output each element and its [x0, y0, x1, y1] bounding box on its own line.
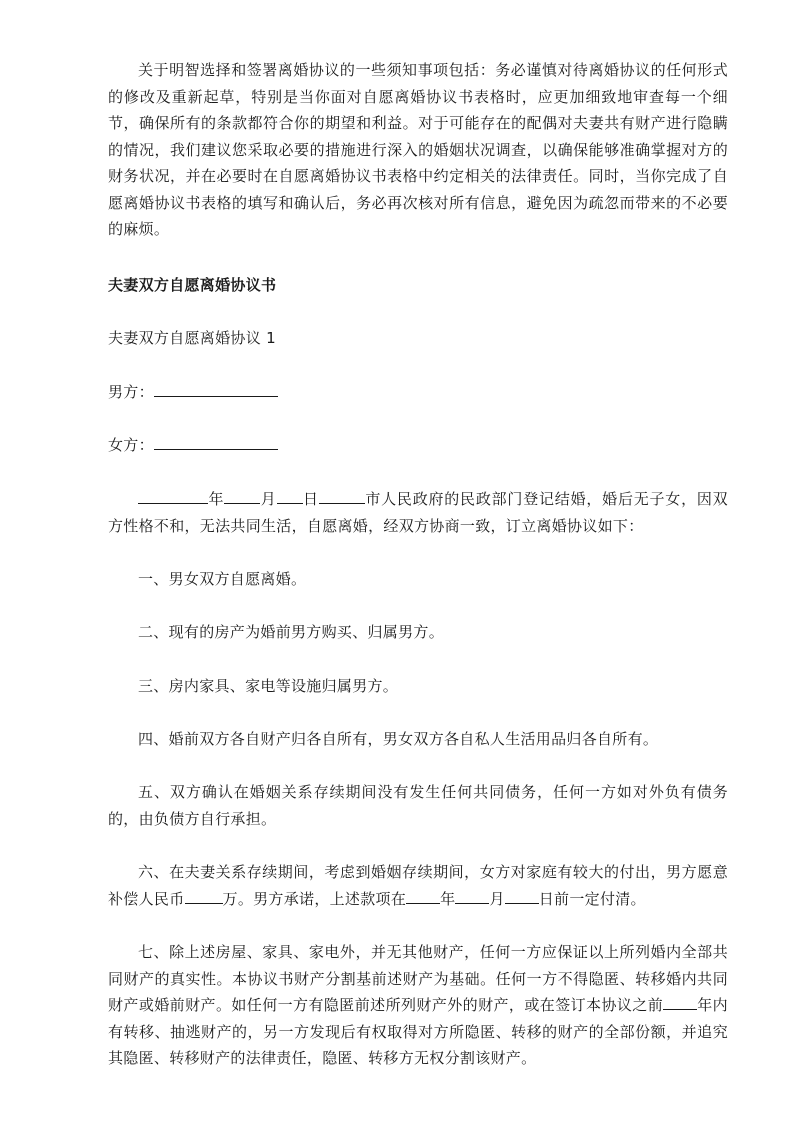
- clause-6-year: 年: [440, 889, 456, 908]
- city-blank: [319, 489, 365, 504]
- female-party-line: [108, 432, 278, 459]
- male-label: 男方：: [108, 383, 154, 401]
- clause-7: [108, 939, 728, 1072]
- clause-6-part-a: 六、在夫妻关系存续期间，考虑到婚姻存续期间，女方对家庭有较大的付出，男方愿意补偿人民币: [108, 863, 728, 908]
- clause-7-part-b: 年内有转移、抽逃财产的，另一方发现后有权取得对方所隐匿、转移的财产的全部份额，并追究其隐匿、转移财产的法律责任，隐匿、转移方无权分割该财产。: [108, 996, 728, 1067]
- day-blank: [277, 489, 303, 504]
- clause-6-part-e: 日前一定付清。: [538, 889, 646, 908]
- clause-7-part-a: 七、除上述房屋、家具、家电外，并无其他财产，任何一方应保证以上所列婚内全部共同财产的真实性。本协议书财产分割基前述财产为基础。任何一方不得隐匿、转移婚内共同财产或婚前财产。如任何一方有隐匿前述所列财产外的财产，或在签订本协议之前: [108, 943, 728, 1014]
- female-label: 女方：: [108, 436, 154, 454]
- female-name-blank: [154, 435, 278, 450]
- pay-day-blank: [505, 889, 539, 904]
- clause-3: 三、房内家具、家电等设施归属男方。: [138, 677, 399, 695]
- clause-1: 一、男女双方自愿离婚。: [138, 570, 307, 588]
- pay-year-blank: [406, 889, 440, 904]
- clause-5: 五、双方确认在婚姻关系存续期间没有发生任何共同债务，任何一方如对外负有债务的，由负债方自行承担。: [108, 783, 728, 828]
- clause-6: [108, 859, 728, 912]
- male-name-blank: [154, 382, 278, 397]
- month-label: 月: [260, 490, 277, 508]
- compensation-blank: [185, 889, 223, 904]
- clause-4: 四、婚前双方各自财产归各自所有，男女双方各自私人生活用品归各自所有。: [138, 730, 659, 748]
- years-blank: [663, 995, 697, 1010]
- clause-6-month: 月: [489, 889, 505, 908]
- document-subtitle: 夫妻双方自愿离婚协议 1: [108, 329, 276, 347]
- year-label: 年: [208, 490, 225, 508]
- day-label: 日: [302, 490, 319, 508]
- document-heading: 夫妻双方自愿离婚协议书: [108, 276, 277, 294]
- opening-paragraph: [108, 486, 728, 539]
- month-blank: [224, 489, 260, 504]
- year-blank: [138, 489, 208, 504]
- clause-2: 二、现有的房产为婚前男方购买、归属男方。: [138, 623, 445, 641]
- clause-6-part-b: 万。男方承诺，上述款项在: [222, 889, 407, 908]
- male-party-line: [108, 379, 278, 406]
- intro-paragraph: 关于明智选择和签署离婚协议的一些须知事项包括：务必谨慎对待离婚协议的任何形式的修改及重新起草，特别是当你面对自愿离婚协议书表格时，应更加细致地审查每一个细节，确保所有的条款都符合你的期望和利益。对于可能存在的配偶对夫妻共有财产进行隐瞒的情况，我们建议您采取必要的措施进行深入的婚姻状况调查，以确保能够准确掌握对方的财务状况，并在必要时在自愿离婚协议书表格中约定相关的法律责任。同时，当你完成了自愿离婚协议书表格的填写和确认后，务必再次核对所有信息，避免因为疏忽而带来的不必要的麻烦。: [108, 61, 728, 238]
- pay-month-blank: [455, 889, 489, 904]
- opening-rest: 市人民政府的民政部门登记结婚，婚后无子女，因双方性格不和，无法共同生活，自愿离婚，经双方协商一致，订立离婚协议如下：: [108, 490, 728, 535]
